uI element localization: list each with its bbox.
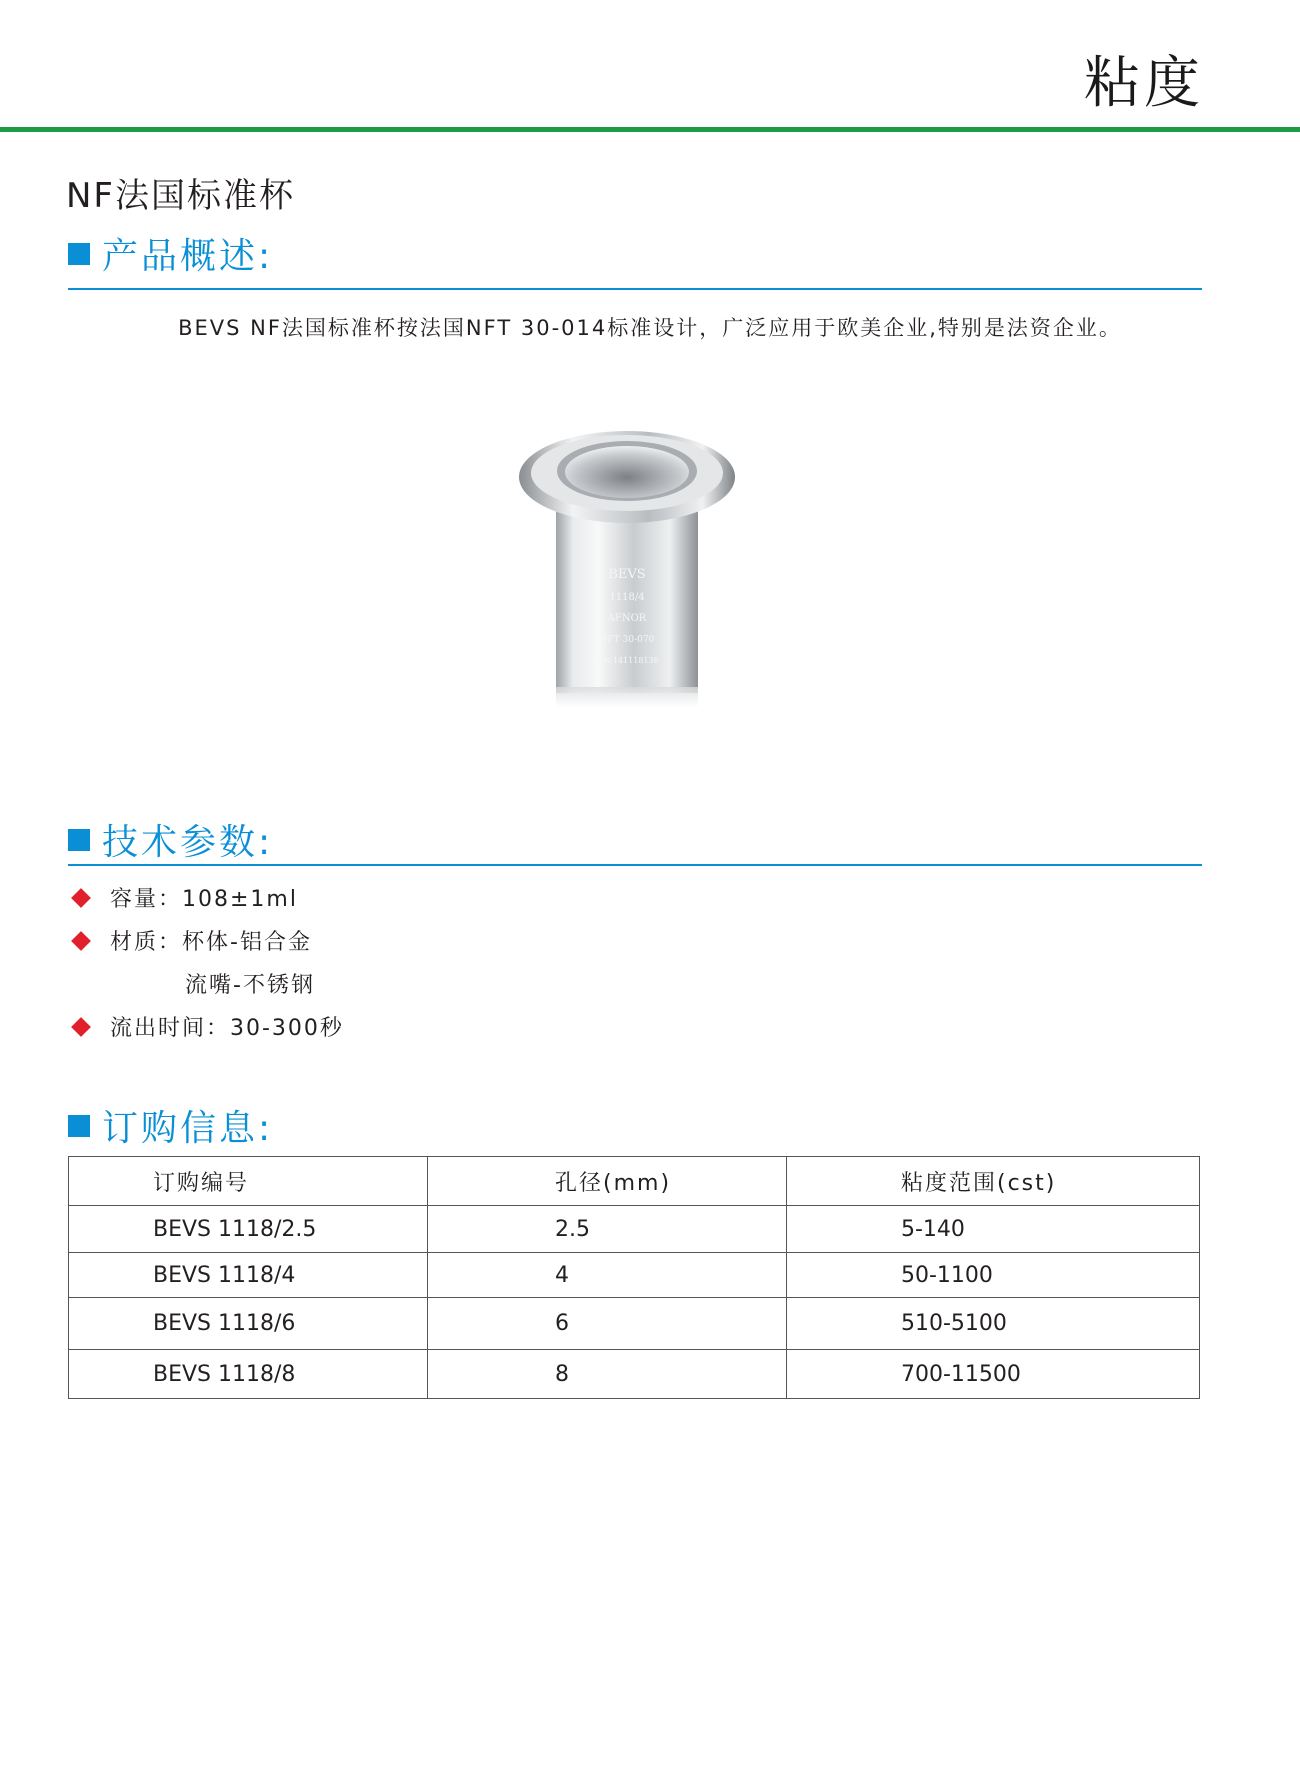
table-cell: BEVS 1118/6	[69, 1298, 428, 1350]
specs-heading	[68, 814, 273, 865]
product-title: NF法国标准杯	[66, 176, 295, 216]
spec-item	[70, 925, 312, 956]
page-category: 粘度	[1084, 51, 1204, 116]
engraving-model: 1118/4	[609, 592, 645, 603]
table-cell: 50-1100	[787, 1253, 1200, 1298]
column-header-orifice: 孔径(mm)	[428, 1157, 787, 1206]
ordering-table	[68, 1156, 1200, 1399]
table-row	[69, 1350, 1200, 1399]
table-cell: 8	[428, 1350, 787, 1399]
spec-material-continuation: 流嘴-不锈钢	[185, 973, 315, 998]
engraving-standard: AFNOR	[607, 613, 647, 624]
table-cell: 6	[428, 1298, 787, 1350]
engraving-serial: S/N:141118136	[595, 656, 659, 665]
table-cell: 510-5100	[787, 1298, 1200, 1350]
table-cell: BEVS 1118/2.5	[69, 1206, 428, 1253]
spec-item	[70, 1011, 344, 1042]
table-cell: 700-11500	[787, 1350, 1200, 1399]
overview-heading	[68, 228, 273, 279]
specs-rule	[68, 864, 1202, 866]
engraving-brand: BEVS	[608, 567, 646, 582]
column-header-viscosity: 粘度范围(cst)	[787, 1157, 1200, 1206]
table-cell: 4	[428, 1253, 787, 1298]
table-row	[69, 1298, 1200, 1350]
section-square-icon	[68, 243, 90, 265]
section-square-icon	[68, 1115, 90, 1137]
table-cell: BEVS 1118/4	[69, 1253, 428, 1298]
bullet-diamond-icon	[71, 888, 91, 908]
table-header-row	[69, 1157, 1200, 1206]
bullet-diamond-icon	[71, 931, 91, 951]
spec-capacity: 容量：108±1ml	[110, 887, 298, 912]
ordering-heading-text: 订购信息:	[102, 1108, 274, 1149]
spec-flow-time: 流出时间：30-300秒	[110, 1016, 344, 1041]
table-cell: 2.5	[428, 1206, 787, 1253]
ordering-heading	[68, 1100, 273, 1151]
section-square-icon	[68, 829, 90, 851]
table-row	[69, 1253, 1200, 1298]
specs-heading-text: 技术参数:	[102, 822, 274, 863]
table-cell: BEVS 1118/8	[69, 1350, 428, 1399]
engraving-norm: NFT 30-070	[599, 635, 655, 645]
overview-text: BEVS NF法国标准杯按法国NFT 30-014标准设计，广泛应用于欧美企业,特别是法资企业。	[178, 316, 1122, 340]
table-row	[69, 1206, 1200, 1253]
product-image	[512, 425, 742, 715]
overview-heading-text: 产品概述:	[102, 236, 274, 277]
spec-material: 材质：杯体-铝合金	[110, 930, 312, 955]
table-cell: 5-140	[787, 1206, 1200, 1253]
spec-item	[70, 882, 298, 913]
header-rule	[0, 127, 1300, 132]
overview-rule	[68, 288, 1202, 290]
column-header-order-no: 订购编号	[69, 1157, 428, 1206]
bullet-diamond-icon	[71, 1017, 91, 1037]
